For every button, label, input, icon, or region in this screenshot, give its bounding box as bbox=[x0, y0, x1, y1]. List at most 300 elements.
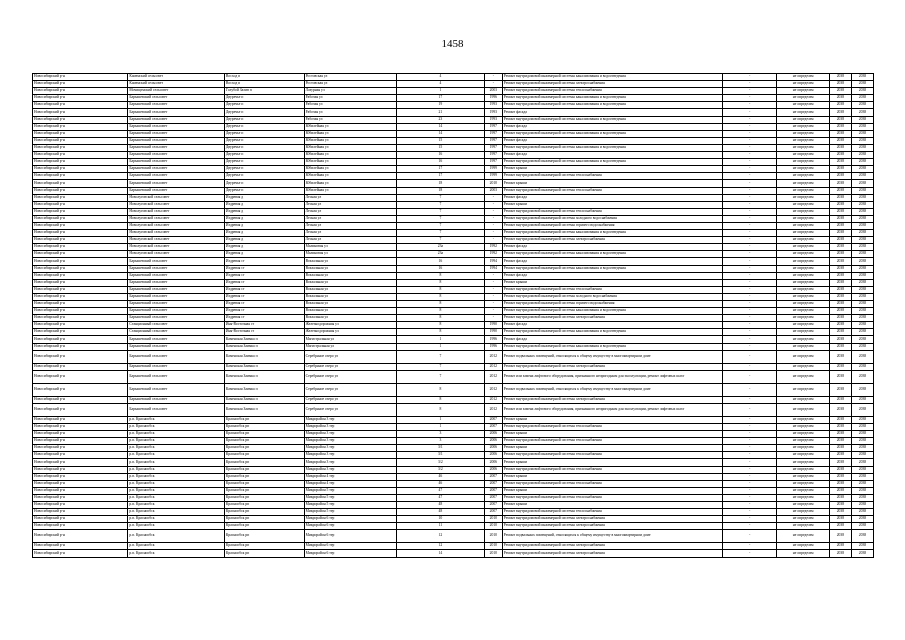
cell-house: 7 bbox=[396, 222, 484, 229]
cell-work-type: Ремонт внутридомовой инженерной системы теплоснабжения bbox=[502, 423, 722, 430]
cell-street: Малиновая ул bbox=[304, 251, 396, 258]
cell-locality: Краснообск рп bbox=[224, 423, 304, 430]
cell-house: 16 bbox=[396, 265, 484, 272]
cell-street: Микрорайон 3 тер bbox=[304, 466, 396, 473]
cell-year: - bbox=[484, 286, 502, 293]
cell-district: Новосибирский р-н bbox=[33, 95, 128, 102]
cell-settlement: Барышевский сельсовет bbox=[128, 343, 224, 350]
cell-settlement: Новолуговской сельсовет bbox=[128, 251, 224, 258]
cell-work-type: Ремонт или замена лифтового оборудования, признанного непригодным для эксплуатации, ремонт лифтовых шахт bbox=[502, 403, 722, 416]
cell-locality: Издревая д bbox=[224, 230, 304, 237]
cell-year-start: 2038 bbox=[829, 445, 851, 452]
cell-year-start: 2038 bbox=[829, 194, 851, 201]
cell-work-type: Ремонт внутридомовой инженерной системы теплоснабжения bbox=[502, 480, 722, 487]
cell-year-end: 2038 bbox=[851, 286, 873, 293]
cell-year: 1996 bbox=[484, 343, 502, 350]
cell-street: Юбилейная ул bbox=[304, 187, 396, 194]
cell-status: не определен bbox=[777, 350, 829, 363]
table-row bbox=[33, 466, 874, 473]
cell-work-type: Ремонт внутридомовой инженерной системы теплоснабжения bbox=[502, 173, 722, 180]
cell-status: не определен bbox=[777, 473, 829, 480]
table-row bbox=[33, 109, 874, 116]
cell-district: Новосибирский р-н bbox=[33, 116, 128, 123]
table-row bbox=[33, 286, 874, 293]
cell-street: Лесная ул bbox=[304, 237, 396, 244]
cell-district: Новосибирский р-н bbox=[33, 403, 128, 416]
cell-settlement: р.п. Краснообск bbox=[128, 452, 224, 459]
cell-year-end: 2038 bbox=[851, 244, 873, 251]
cell-street: Микрорайон 5 тер bbox=[304, 501, 396, 508]
cell-street: Микрорайон 5 тер bbox=[304, 487, 396, 494]
cell-locality: Издревая ст bbox=[224, 293, 304, 300]
cell-street: Микрорайон 3 тер bbox=[304, 431, 396, 438]
table-row bbox=[33, 459, 874, 466]
cell-house: 3/1 bbox=[396, 445, 484, 452]
cell-year-end: 2038 bbox=[851, 501, 873, 508]
cell-settlement: Станционный сельсовет bbox=[128, 329, 224, 336]
cell-settlement: Барышевский сельсовет bbox=[128, 180, 224, 187]
cell-street: Лесная ул bbox=[304, 230, 396, 237]
cell-cost: - bbox=[722, 293, 777, 300]
cell-district: Новосибирский р-н bbox=[33, 265, 128, 272]
cell-district: Новосибирский р-н bbox=[33, 516, 128, 523]
cell-cost: - bbox=[722, 222, 777, 229]
table-row bbox=[33, 173, 874, 180]
cell-street: Вокзальная ул bbox=[304, 272, 396, 279]
cell-year-end: 2038 bbox=[851, 180, 873, 187]
cell-cost: - bbox=[722, 530, 777, 543]
cell-work-type: Ремонт внутридомовой инженерной системы электроснабжения bbox=[502, 363, 722, 370]
table-row bbox=[33, 123, 874, 130]
cell-district: Новосибирский р-н bbox=[33, 194, 128, 201]
cell-year-start: 2038 bbox=[829, 370, 851, 383]
cell-district: Новосибирский р-н bbox=[33, 215, 128, 222]
cell-year: 1990 bbox=[484, 329, 502, 336]
cell-house: 7 bbox=[396, 363, 484, 370]
table-row bbox=[33, 416, 874, 423]
cell-locality: Краснообск рп bbox=[224, 431, 304, 438]
cell-locality: Издревая д bbox=[224, 208, 304, 215]
cell-year-end: 2038 bbox=[851, 315, 873, 322]
cell-locality: Краснообск рп bbox=[224, 473, 304, 480]
cell-cost: - bbox=[722, 137, 777, 144]
cell-cost: - bbox=[722, 438, 777, 445]
cell-year-end: 2038 bbox=[851, 416, 873, 423]
cell-year-start: 2038 bbox=[829, 438, 851, 445]
table-row bbox=[33, 166, 874, 173]
cell-cost: - bbox=[722, 501, 777, 508]
cell-work-type: Ремонт подвальных помещений, относящихся к общему имуществу в многоквартирном доме bbox=[502, 383, 722, 396]
cell-district: Новосибирский р-н bbox=[33, 251, 128, 258]
cell-year: 1992 bbox=[484, 244, 502, 251]
cell-street: Юбилейная ул bbox=[304, 152, 396, 159]
cell-work-type: Ремонт внутридомовой инженерной системы канализования и водоотведения bbox=[502, 102, 722, 109]
cell-year-end: 2038 bbox=[851, 258, 873, 265]
cell-status: не определен bbox=[777, 343, 829, 350]
cell-house: 18 bbox=[396, 180, 484, 187]
cell-house: 47 bbox=[396, 494, 484, 501]
cell-year-end: 2038 bbox=[851, 293, 873, 300]
cell-settlement: р.п. Краснообск bbox=[128, 445, 224, 452]
cell-district: Новосибирский р-н bbox=[33, 208, 128, 215]
cell-status: не определен bbox=[777, 301, 829, 308]
table-row bbox=[33, 265, 874, 272]
cell-street: Ростовская ул bbox=[304, 81, 396, 88]
cell-work-type: Ремонт внутридомовой инженерной системы канализования и водоотведения bbox=[502, 265, 722, 272]
cell-work-type: Ремонт крыши bbox=[502, 431, 722, 438]
cell-cost: - bbox=[722, 445, 777, 452]
table-row bbox=[33, 452, 874, 459]
table-row bbox=[33, 301, 874, 308]
cell-year: 1993 bbox=[484, 109, 502, 116]
cell-street: Лесная ул bbox=[304, 194, 396, 201]
cell-status: не определен bbox=[777, 123, 829, 130]
cell-locality: Двуречье п bbox=[224, 173, 304, 180]
cell-house: 8 bbox=[396, 403, 484, 416]
cell-work-type: Ремонт внутридомовой инженерной системы электроснабжения bbox=[502, 396, 722, 403]
cell-year-start: 2038 bbox=[829, 343, 851, 350]
cell-work-type: Ремонт крыши bbox=[502, 445, 722, 452]
cell-year-start: 2038 bbox=[829, 279, 851, 286]
cell-district: Новосибирский р-н bbox=[33, 308, 128, 315]
cell-district: Новосибирский р-н bbox=[33, 343, 128, 350]
cell-work-type: Ремонт внутридомовой инженерной системы канализования и водоотведения bbox=[502, 343, 722, 350]
table-row bbox=[33, 403, 874, 416]
cell-year-start: 2038 bbox=[829, 258, 851, 265]
cell-street: Вокзальная ул bbox=[304, 258, 396, 265]
cell-year-end: 2038 bbox=[851, 265, 873, 272]
cell-year: 2012 bbox=[484, 350, 502, 363]
cell-district: Новосибирский р-н bbox=[33, 523, 128, 530]
cell-year-end: 2038 bbox=[851, 383, 873, 396]
cell-settlement: р.п. Краснообск bbox=[128, 473, 224, 480]
table-row bbox=[33, 473, 874, 480]
cell-cost: - bbox=[722, 494, 777, 501]
table-row bbox=[33, 501, 874, 508]
cell-locality: Краснообск рп bbox=[224, 509, 304, 516]
cell-status: не определен bbox=[777, 194, 829, 201]
cell-year-start: 2038 bbox=[829, 501, 851, 508]
table-row bbox=[33, 201, 874, 208]
cell-year-end: 2038 bbox=[851, 194, 873, 201]
cell-year: - bbox=[484, 74, 502, 81]
table-row bbox=[33, 516, 874, 523]
cell-work-type: Ремонт внутридомовой инженерной системы теплоснабжения bbox=[502, 438, 722, 445]
cell-status: не определен bbox=[777, 336, 829, 343]
cell-street: Микрорайон 5 тер bbox=[304, 509, 396, 516]
cell-year: 2012 bbox=[484, 396, 502, 403]
cell-district: Новосибирский р-н bbox=[33, 501, 128, 508]
cell-settlement: Барышевский сельсовет bbox=[128, 109, 224, 116]
cell-year: 2007 bbox=[484, 480, 502, 487]
cell-street: Ростовская ул bbox=[304, 74, 396, 81]
cell-cost: - bbox=[722, 74, 777, 81]
cell-locality: Краснообск рп bbox=[224, 466, 304, 473]
cell-district: Новосибирский р-н bbox=[33, 431, 128, 438]
cell-settlement: Барышевский сельсовет bbox=[128, 258, 224, 265]
cell-settlement: р.п. Краснообск bbox=[128, 459, 224, 466]
cell-year-start: 2038 bbox=[829, 272, 851, 279]
cell-street: Микрорайон 6 тер bbox=[304, 550, 396, 557]
cell-locality: Издревая д bbox=[224, 222, 304, 229]
table-row bbox=[33, 244, 874, 251]
cell-status: не определен bbox=[777, 416, 829, 423]
cell-year-end: 2038 bbox=[851, 363, 873, 370]
cell-cost: - bbox=[722, 459, 777, 466]
cell-year-start: 2038 bbox=[829, 201, 851, 208]
cell-district: Новосибирский р-н bbox=[33, 416, 128, 423]
cell-work-type: Ремонт фасада bbox=[502, 336, 722, 343]
cell-cost: - bbox=[722, 215, 777, 222]
cell-work-type: Ремонт фасада bbox=[502, 137, 722, 144]
cell-year-start: 2038 bbox=[829, 329, 851, 336]
cell-year-end: 2038 bbox=[851, 116, 873, 123]
cell-cost: - bbox=[722, 144, 777, 151]
cell-street: Рабочая ул bbox=[304, 116, 396, 123]
cell-year: - bbox=[484, 215, 502, 222]
cell-year: - bbox=[484, 272, 502, 279]
cell-cost: - bbox=[722, 350, 777, 363]
cell-settlement: Барышевский сельсовет bbox=[128, 350, 224, 363]
cell-house: 14 bbox=[396, 130, 484, 137]
cell-work-type: Ремонт внутридомовой инженерной системы горячего водоснабжения bbox=[502, 301, 722, 308]
cell-year-end: 2038 bbox=[851, 487, 873, 494]
cell-house: 3 bbox=[396, 431, 484, 438]
cell-district: Новосибирский р-н bbox=[33, 473, 128, 480]
cell-house: 1 bbox=[396, 343, 484, 350]
cell-work-type: Ремонт внутридомовой инженерной системы канализования и водоотведения bbox=[502, 159, 722, 166]
cell-work-type: Ремонт внутридомовой инженерной системы канализования и водоотведения bbox=[502, 329, 722, 336]
cell-year-start: 2038 bbox=[829, 95, 851, 102]
cell-cost: - bbox=[722, 466, 777, 473]
cell-street: Юбилейная ул bbox=[304, 173, 396, 180]
cell-status: не определен bbox=[777, 159, 829, 166]
cell-settlement: Барышевский сельсовет bbox=[128, 383, 224, 396]
cell-cost: - bbox=[722, 230, 777, 237]
cell-settlement: Новолуговской сельсовет bbox=[128, 194, 224, 201]
cell-status: не определен bbox=[777, 258, 829, 265]
cell-status: не определен bbox=[777, 173, 829, 180]
cell-year: 1997 bbox=[484, 123, 502, 130]
cell-cost: - bbox=[722, 343, 777, 350]
cell-locality: Издревая ст bbox=[224, 265, 304, 272]
cell-year-end: 2038 bbox=[851, 543, 873, 550]
cell-settlement: р.п. Краснообск bbox=[128, 480, 224, 487]
table-row bbox=[33, 523, 874, 530]
cell-work-type: Ремонт фасада bbox=[502, 244, 722, 251]
cell-district: Новосибирский р-н bbox=[33, 279, 128, 286]
cell-work-type: Ремонт фасада bbox=[502, 194, 722, 201]
cell-work-type: Ремонт внутридомовой инженерной системы теплоснабжения bbox=[502, 187, 722, 194]
cell-year: 2006 bbox=[484, 452, 502, 459]
cell-year-start: 2038 bbox=[829, 230, 851, 237]
cell-locality: Краснообск рп bbox=[224, 516, 304, 523]
cell-year: 2007 bbox=[484, 487, 502, 494]
cell-district: Новосибирский р-н bbox=[33, 363, 128, 370]
cell-settlement: Новолуговской сельсовет bbox=[128, 244, 224, 251]
cell-cost: - bbox=[722, 272, 777, 279]
cell-district: Новосибирский р-н bbox=[33, 543, 128, 550]
cell-status: не определен bbox=[777, 383, 829, 396]
cell-status: не определен bbox=[777, 215, 829, 222]
cell-house: 8 bbox=[396, 293, 484, 300]
cell-street: Вокзальная ул bbox=[304, 301, 396, 308]
cell-locality: Восход п bbox=[224, 74, 304, 81]
table-row bbox=[33, 480, 874, 487]
cell-year: 2006 bbox=[484, 438, 502, 445]
cell-street: Магистральная ул bbox=[304, 343, 396, 350]
cell-status: не определен bbox=[777, 166, 829, 173]
cell-house: 19 bbox=[396, 102, 484, 109]
cell-year: 1997 bbox=[484, 130, 502, 137]
table-row bbox=[33, 396, 874, 403]
cell-cost: - bbox=[722, 109, 777, 116]
cell-year-end: 2038 bbox=[851, 509, 873, 516]
cell-locality: Каменская Заимка п bbox=[224, 343, 304, 350]
cell-street: Серебряное озеро ул bbox=[304, 383, 396, 396]
cell-cost: - bbox=[722, 452, 777, 459]
table-row bbox=[33, 423, 874, 430]
cell-house: 12 bbox=[396, 543, 484, 550]
cell-locality: Издревая ст bbox=[224, 308, 304, 315]
cell-year-start: 2038 bbox=[829, 516, 851, 523]
table-row bbox=[33, 350, 874, 363]
cell-house: 17 bbox=[396, 173, 484, 180]
cell-year: 2010 bbox=[484, 180, 502, 187]
cell-year-start: 2038 bbox=[829, 130, 851, 137]
cell-year: 2006 bbox=[484, 459, 502, 466]
cell-cost: - bbox=[722, 403, 777, 416]
cell-status: не определен bbox=[777, 329, 829, 336]
cell-street: Лесная ул bbox=[304, 208, 396, 215]
cell-settlement: Барышевский сельсовет bbox=[128, 286, 224, 293]
cell-settlement: р.п. Краснообск bbox=[128, 466, 224, 473]
cell-status: не определен bbox=[777, 208, 829, 215]
cell-year: 1997 bbox=[484, 152, 502, 159]
cell-year-start: 2038 bbox=[829, 144, 851, 151]
cell-settlement: р.п. Краснообск bbox=[128, 501, 224, 508]
table-row bbox=[33, 509, 874, 516]
cell-cost: - bbox=[722, 370, 777, 383]
cell-status: не определен bbox=[777, 95, 829, 102]
cell-year: 1994 bbox=[484, 258, 502, 265]
cell-cost: - bbox=[722, 286, 777, 293]
cell-house: 3/2 bbox=[396, 466, 484, 473]
cell-house: 8 bbox=[396, 329, 484, 336]
cell-street: Серебряное озеро ул bbox=[304, 370, 396, 383]
cell-settlement: Барышевский сельсовет bbox=[128, 187, 224, 194]
cell-house: 17 bbox=[396, 166, 484, 173]
cell-settlement: Барышевский сельсовет bbox=[128, 293, 224, 300]
cell-year-end: 2038 bbox=[851, 516, 873, 523]
cell-year-start: 2038 bbox=[829, 265, 851, 272]
cell-year-end: 2038 bbox=[851, 173, 873, 180]
cell-district: Новосибирский р-н bbox=[33, 222, 128, 229]
cell-district: Новосибирский р-н bbox=[33, 487, 128, 494]
cell-status: не определен bbox=[777, 363, 829, 370]
cell-year: - bbox=[484, 81, 502, 88]
cell-district: Новосибирский р-н bbox=[33, 102, 128, 109]
cell-work-type: Ремонт внутридомовой инженерной системы электроснабжения bbox=[502, 523, 722, 530]
cell-house: 18 bbox=[396, 187, 484, 194]
table-row bbox=[33, 315, 874, 322]
cell-locality: Краснообск рп bbox=[224, 480, 304, 487]
cell-street: Микрорайон 5 тер bbox=[304, 494, 396, 501]
cell-locality: Краснообск рп bbox=[224, 416, 304, 423]
cell-street: Вокзальная ул bbox=[304, 293, 396, 300]
cell-street: Микрорайон 3 тер bbox=[304, 445, 396, 452]
cell-year-start: 2038 bbox=[829, 396, 851, 403]
cell-cost: - bbox=[722, 81, 777, 88]
cell-house: 12 bbox=[396, 530, 484, 543]
cell-work-type: Ремонт внутридомовой инженерной системы электроснабжения bbox=[502, 315, 722, 322]
cell-house: 7 bbox=[396, 208, 484, 215]
cell-house: 8 bbox=[396, 383, 484, 396]
cell-cost: - bbox=[722, 180, 777, 187]
cell-year-end: 2038 bbox=[851, 494, 873, 501]
cell-cost: - bbox=[722, 543, 777, 550]
cell-year: - bbox=[484, 222, 502, 229]
cell-year-end: 2038 bbox=[851, 466, 873, 473]
cell-settlement: р.п. Краснообск bbox=[128, 494, 224, 501]
cell-status: не определен bbox=[777, 403, 829, 416]
cell-house: 10 bbox=[396, 516, 484, 523]
cell-year-start: 2038 bbox=[829, 180, 851, 187]
cell-cost: - bbox=[722, 509, 777, 516]
cell-status: не определен bbox=[777, 251, 829, 258]
cell-year-start: 2038 bbox=[829, 173, 851, 180]
cell-settlement: Барышевский сельсовет bbox=[128, 166, 224, 173]
cell-locality: Каменская Заимка п bbox=[224, 370, 304, 383]
cell-street: Лесная ул bbox=[304, 201, 396, 208]
cell-year-start: 2038 bbox=[829, 308, 851, 315]
cell-year-end: 2038 bbox=[851, 523, 873, 530]
cell-status: не определен bbox=[777, 509, 829, 516]
cell-year-end: 2038 bbox=[851, 343, 873, 350]
cell-locality: Двуречье п bbox=[224, 95, 304, 102]
cell-district: Новосибирский р-н bbox=[33, 336, 128, 343]
cell-district: Новосибирский р-н bbox=[33, 350, 128, 363]
cell-year-start: 2038 bbox=[829, 416, 851, 423]
cell-settlement: Каменский сельсовет bbox=[128, 81, 224, 88]
cell-status: не определен bbox=[777, 438, 829, 445]
table-row bbox=[33, 543, 874, 550]
cell-work-type: Ремонт внутридомовой инженерной системы теплоснабжения bbox=[502, 88, 722, 95]
cell-street: Юбилейная ул bbox=[304, 137, 396, 144]
cell-year-start: 2038 bbox=[829, 403, 851, 416]
cell-district: Новосибирский р-н bbox=[33, 74, 128, 81]
table-row bbox=[33, 336, 874, 343]
cell-work-type: Ремонт крыши bbox=[502, 501, 722, 508]
cell-year-start: 2038 bbox=[829, 459, 851, 466]
cell-year: 2007 bbox=[484, 473, 502, 480]
cell-locality: Голубой Залив п bbox=[224, 88, 304, 95]
cell-year-start: 2038 bbox=[829, 487, 851, 494]
cell-year: 2012 bbox=[484, 370, 502, 383]
table-row bbox=[33, 272, 874, 279]
cell-cost: - bbox=[722, 88, 777, 95]
cell-year: 2010 bbox=[484, 523, 502, 530]
cell-settlement: Барышевский сельсовет bbox=[128, 137, 224, 144]
cell-year: - bbox=[484, 208, 502, 215]
cell-house: 15 bbox=[396, 144, 484, 151]
cell-year: 1992 bbox=[484, 251, 502, 258]
cell-year-end: 2038 bbox=[851, 530, 873, 543]
cell-year: 2007 bbox=[484, 423, 502, 430]
cell-year-start: 2038 bbox=[829, 322, 851, 329]
table-row bbox=[33, 383, 874, 396]
table-row bbox=[33, 116, 874, 123]
